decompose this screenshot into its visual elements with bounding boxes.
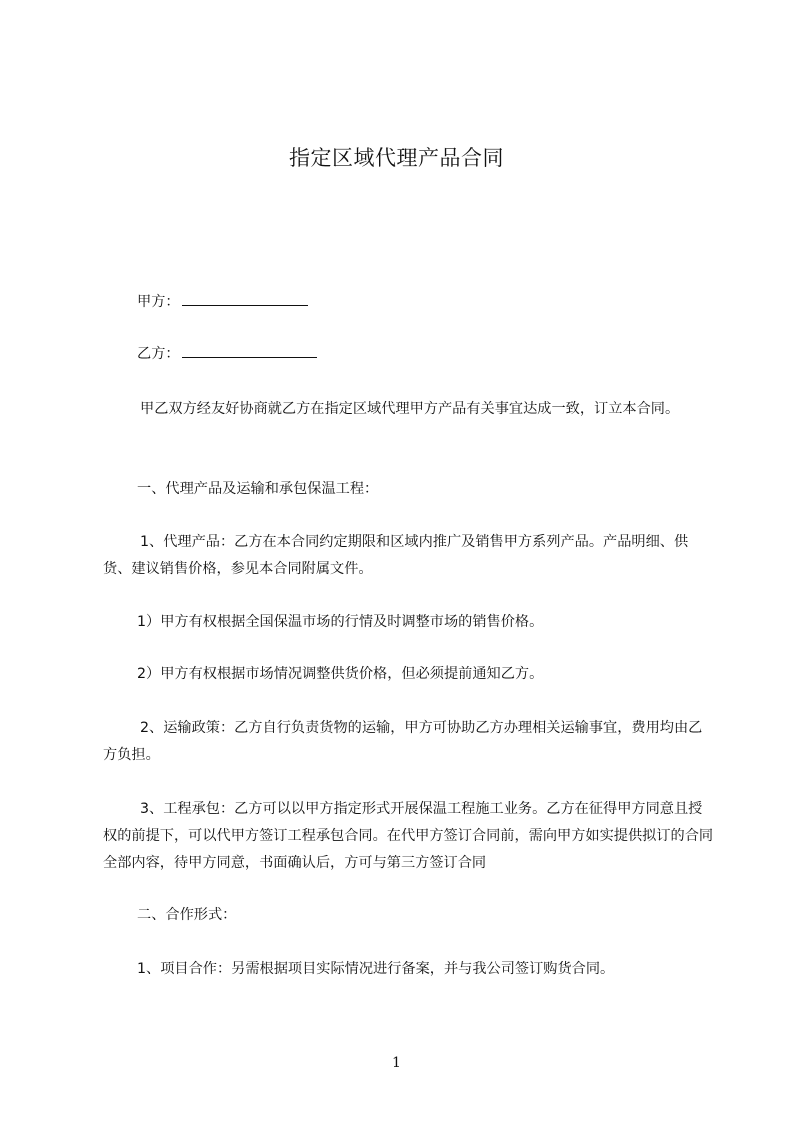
clause-1-1-b: 2）甲方有权根据市场情况调整供货价格，但必须提前通知乙方。 <box>137 666 544 682</box>
page-number: 1 <box>392 1055 401 1071</box>
clause-1-2: 2、运输政策：乙方自行负责货物的运输，甲方可协助乙方办理相关运输事宜，费用均由乙方负担。 <box>103 720 703 763</box>
party-a-blank <box>182 291 308 306</box>
document-title: 指定区域代理产品合同 <box>289 146 504 170</box>
party-a-line <box>137 289 308 316</box>
party-a-label: 甲方： <box>137 294 180 310</box>
clause-1-1: 1、代理产品：乙方在本合同约定期限和区域内推广及销售甲方系列产品。产品明细、供货、建议销售价格，参见本合同附属文件。 <box>103 534 689 577</box>
party-b-line <box>137 341 317 368</box>
section-2-heading: 二、合作形式： <box>137 907 237 923</box>
section-1-heading: 一、代理产品及运输和承包保温工程： <box>137 481 379 497</box>
intro-paragraph: 甲乙双方经友好协商就乙方在指定区域代理甲方产品有关事宜达成一致，订立本合同。 <box>140 401 680 417</box>
clause-1-1-a: 1）甲方有权根据全国保温市场的行情及时调整市场的销售价格。 <box>137 614 544 630</box>
clause-2-1: 1、项目合作：另需根据项目实际情况进行备案，并与我公司签订购货合同。 <box>137 961 615 977</box>
clause-1-3: 3、工程承包：乙方可以以甲方指定形式开展保温工程施工业务。乙方在征得甲方同意且授权的前提下，可以代甲方签订工程承包合同。在代甲方签订合同前，需向甲方如实提供拟订的合同全部内容，待甲方同意，书面确认后，方可与第三方签订合同 <box>103 801 714 871</box>
party-b-blank <box>182 343 317 358</box>
party-b-label: 乙方： <box>137 346 180 362</box>
